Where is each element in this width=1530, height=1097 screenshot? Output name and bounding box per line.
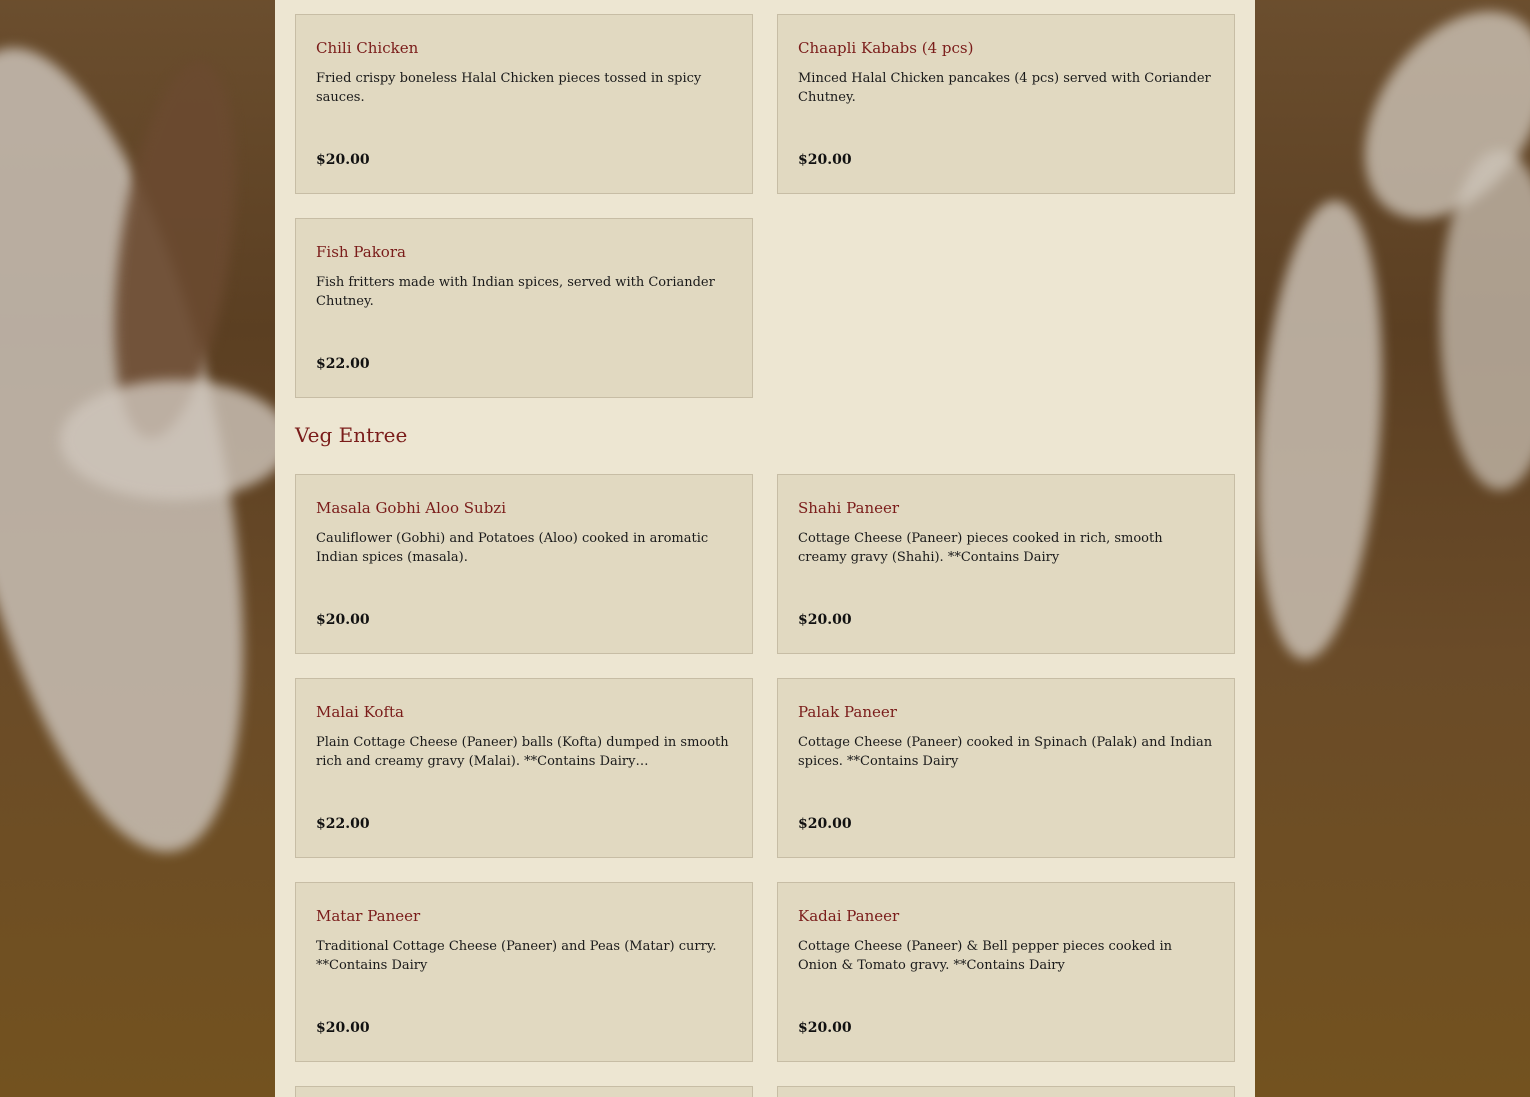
menu-item-name: Chaapli Kababs (4 pcs) [798, 39, 974, 57]
menu-item-price: $20.00 [316, 612, 370, 628]
menu-item-price: $20.00 [798, 816, 852, 832]
menu-item-card[interactable] [295, 218, 753, 398]
menu-item-name: Malai Kofta [316, 703, 404, 721]
menu-item-name: Kadai Paneer [798, 907, 900, 925]
section-title: Veg Entree [295, 423, 408, 447]
menu-item-card[interactable] [777, 14, 1235, 194]
menu-item-card[interactable] [777, 882, 1235, 1062]
menu-item-card[interactable] [777, 474, 1235, 654]
menu-item-card[interactable] [777, 678, 1235, 858]
menu-item-card[interactable] [777, 1086, 1235, 1097]
menu-item-description: Traditional Cottage Cheese (Paneer) and Peas (Matar) curry. **Contains Dairy [316, 939, 717, 973]
menu-item-description: Cottage Cheese (Paneer) pieces cooked in rich, smooth creamy gravy (Shahi). **Contains Dairy [798, 531, 1163, 565]
menu-content [275, 0, 1255, 1097]
menu-item-price: $20.00 [798, 152, 852, 168]
menu-item-card[interactable] [295, 1086, 753, 1097]
menu-item-description: Fish fritters made with Indian spices, served with Coriander Chutney. [316, 275, 715, 309]
menu-item-price: $20.00 [798, 1020, 852, 1036]
menu-item-price: $20.00 [798, 612, 852, 628]
menu-item-name: Shahi Paneer [798, 499, 900, 517]
menu-item-name: Fish Pakora [316, 243, 406, 261]
menu-item-name: Palak Paneer [798, 703, 897, 721]
menu-item-description: Cauliflower (Gobhi) and Potatoes (Aloo) cooked in aromatic Indian spices (masala). [316, 531, 709, 565]
menu-item-name: Masala Gobhi Aloo Subzi [316, 499, 506, 517]
menu-item-price: $22.00 [316, 816, 370, 832]
menu-item-description: Cottage Cheese (Paneer) & Bell pepper pieces cooked in Onion & Tomato gravy. **Contains Dairy [798, 939, 1173, 973]
menu-item-price: $22.00 [316, 356, 370, 372]
menu-item-card[interactable] [295, 882, 753, 1062]
menu-item-description: Minced Halal Chicken pancakes (4 pcs) served with Coriander Chutney. [798, 71, 1211, 105]
menu-item-name: Chili Chicken [316, 39, 419, 57]
menu-item-price: $20.00 [316, 152, 370, 168]
menu-item-description: Cottage Cheese (Paneer) cooked in Spinach (Palak) and Indian spices. **Contains Dairy [798, 735, 1213, 769]
menu-item-card[interactable] [295, 14, 753, 194]
menu-item-card[interactable] [295, 474, 753, 654]
menu-item-description: Fried crispy boneless Halal Chicken pieces tossed in spicy sauces. [316, 71, 702, 105]
menu-item-price: $20.00 [316, 1020, 370, 1036]
menu-item-description: Plain Cottage Cheese (Paneer) balls (Kofta) dumped in smooth rich and creamy gravy (Malai). **Contains Dairy… [316, 735, 729, 769]
menu-item-name: Matar Paneer [316, 907, 421, 925]
menu-item-card[interactable] [295, 678, 753, 858]
